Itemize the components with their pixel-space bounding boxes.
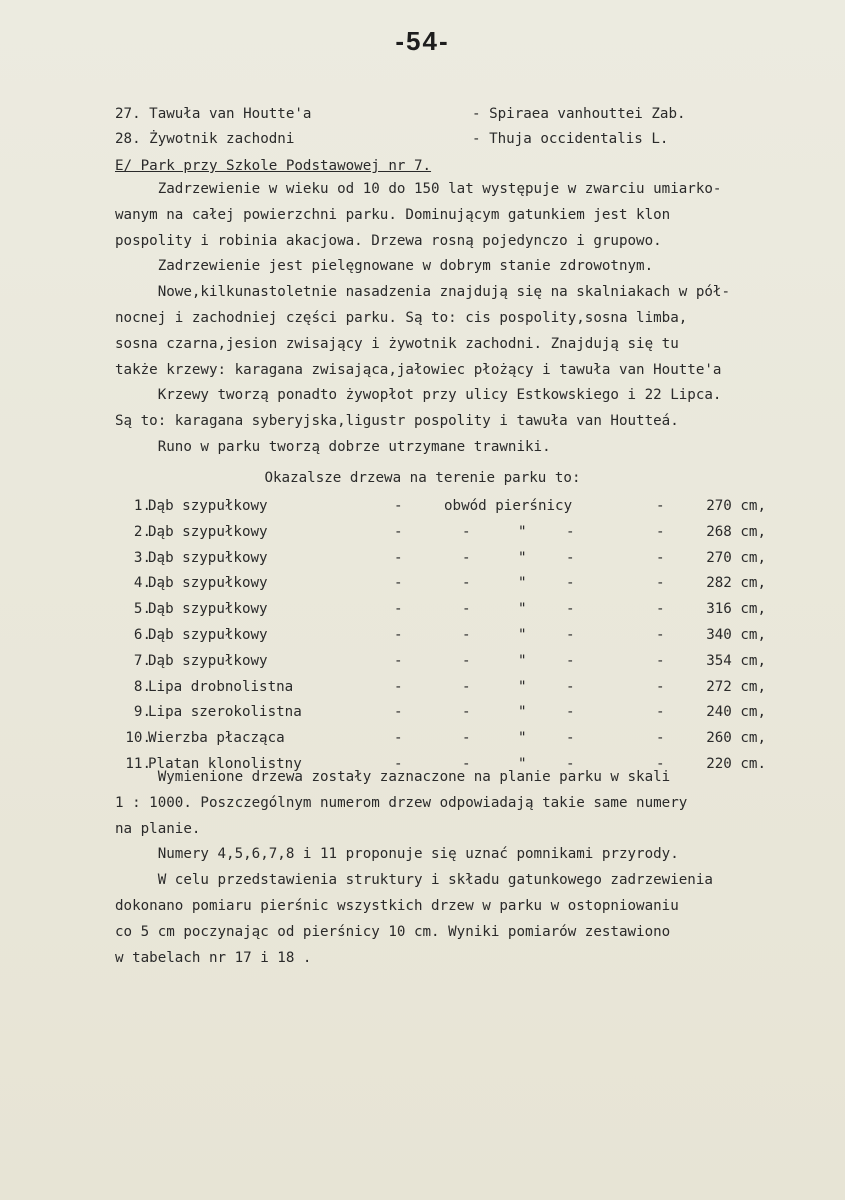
paragraph-conclusion bbox=[115, 765, 815, 971]
tree-number: 5. bbox=[133, 601, 151, 618]
tree-species: Dąb szypułkowy bbox=[148, 627, 268, 643]
dash: - bbox=[394, 756, 403, 772]
tree-number: 9. bbox=[133, 704, 151, 721]
dash: - bbox=[462, 704, 471, 721]
dash: - bbox=[394, 652, 403, 669]
ditto-mark: " bbox=[518, 652, 527, 669]
tree-species: Dąb szypułkowy bbox=[148, 523, 268, 540]
tree-row bbox=[0, 498, 845, 523]
species-28-latin: - Thuja occidentalis L. bbox=[472, 131, 669, 147]
dash: - bbox=[394, 704, 403, 721]
tree-number: 6. bbox=[133, 627, 151, 643]
paragraph-line: na planie. bbox=[115, 820, 201, 837]
ditto-mark: " bbox=[518, 575, 527, 592]
dash: - bbox=[656, 678, 665, 695]
tree-circumference: 282 cm, bbox=[706, 575, 766, 592]
ditto-mark: " bbox=[518, 627, 527, 643]
dash: - bbox=[656, 704, 665, 721]
paragraph-line: co 5 cm poczynając od pierśnicy 10 cm. Wyniki pomiarów zestawiono bbox=[115, 923, 671, 940]
dash: - bbox=[656, 523, 665, 540]
dash: - bbox=[566, 678, 575, 695]
tree-species: Dąb szypułkowy bbox=[148, 575, 268, 592]
tree-row bbox=[0, 730, 845, 755]
dash: - bbox=[566, 523, 575, 540]
tree-number: 4. bbox=[133, 575, 151, 592]
paragraph-line: także krzewy: karagana zwisająca,jałowiec płożący i tawuła van Houtte'a bbox=[115, 361, 722, 378]
measure-label: obwód pierśnicy bbox=[444, 498, 573, 514]
ditto-mark: " bbox=[518, 704, 527, 721]
tree-species: Dąb szypułkowy bbox=[148, 601, 268, 618]
dash: - bbox=[462, 601, 471, 618]
tree-species: Lipa drobnolistna bbox=[148, 678, 294, 695]
tree-circumference: 270 cm, bbox=[706, 549, 766, 566]
ditto-mark: " bbox=[518, 756, 527, 772]
paragraph-line: Krzewy tworzą ponadto żywopłot przy ulicy Estkowskiego i 22 Lipca. bbox=[115, 387, 722, 404]
tree-row bbox=[0, 653, 845, 678]
tree-circumference: 316 cm, bbox=[706, 601, 766, 618]
tree-species: Lipa szerokolistna bbox=[148, 704, 302, 721]
paragraph-line: Numery 4,5,6,7,8 i 11 proponuje się uznać pomnikami przyrody. bbox=[115, 846, 679, 863]
tree-number: 11. bbox=[125, 756, 151, 772]
paragraph-line: Nowe,kilkunastoletnie nasadzenia znajdują się na skalniakach w pół- bbox=[115, 284, 730, 301]
paragraph-line: Runo w parku tworzą dobrze utrzymane trawniki. bbox=[115, 438, 551, 455]
tree-number: 1. bbox=[133, 498, 151, 514]
dash: - bbox=[656, 756, 665, 772]
dash: - bbox=[566, 575, 575, 592]
tree-row bbox=[0, 524, 845, 549]
dash: - bbox=[566, 627, 575, 643]
paragraph-line: dokonano pomiaru pierśnic wszystkich drzew w parku w ostopniowaniu bbox=[115, 897, 679, 914]
paragraph-line: pospolity i robinia akacjowa. Drzewa rosną pojedynczo i grupowo. bbox=[115, 232, 662, 249]
paragraph-line: 1 : 1000. Poszczególnym numerom drzew odpowiadają takie same numery bbox=[115, 794, 688, 811]
tree-species: Wierzba płacząca bbox=[148, 730, 285, 747]
tree-row bbox=[0, 601, 845, 626]
paragraph-line: W celu przedstawienia struktury i składu gatunkowego zadrzewienia bbox=[115, 872, 713, 889]
dash: - bbox=[566, 601, 575, 618]
dash: - bbox=[656, 601, 665, 618]
tree-circumference: 220 cm. bbox=[706, 756, 766, 772]
dash: - bbox=[462, 523, 471, 540]
species-27-latin: - Spiraea vanhouttei Zab. bbox=[472, 106, 686, 122]
tree-number: 3. bbox=[133, 549, 151, 566]
tree-circumference: 340 cm, bbox=[706, 627, 766, 643]
dash: - bbox=[394, 678, 403, 695]
section-heading: E/ Park przy Szkole Podstawowej nr 7. bbox=[115, 158, 432, 174]
tree-circumference: 272 cm, bbox=[706, 678, 766, 695]
dash: - bbox=[656, 498, 665, 514]
dash: - bbox=[566, 549, 575, 566]
paragraph-description bbox=[115, 177, 815, 461]
paragraph-line: w tabelach nr 17 i 18 . bbox=[115, 949, 312, 966]
species-27-polish: 27. Tawuła van Houtte'a bbox=[115, 106, 312, 122]
dash: - bbox=[656, 575, 665, 592]
tree-circumference: 268 cm, bbox=[706, 523, 766, 540]
ditto-mark: " bbox=[518, 678, 527, 695]
tree-species: Dąb szypułkowy bbox=[148, 498, 268, 514]
dash: - bbox=[394, 575, 403, 592]
paragraph-line: wanym na całej powierzchni parku. Dominującym gatunkiem jest klon bbox=[115, 206, 671, 223]
dash: - bbox=[656, 549, 665, 566]
tree-species: Platan klonolistny bbox=[148, 756, 302, 772]
dash: - bbox=[566, 704, 575, 721]
dash: - bbox=[656, 627, 665, 643]
tree-circumference: 270 cm, bbox=[706, 498, 766, 514]
ditto-mark: " bbox=[518, 549, 527, 566]
dash: - bbox=[656, 730, 665, 747]
paragraph-line: Są to: karagana syberyjska,ligustr pospolity i tawuła van Houtteá. bbox=[115, 413, 679, 430]
ditto-mark: " bbox=[518, 523, 527, 540]
species-28-polish: 28. Żywotnik zachodni bbox=[115, 131, 295, 147]
trees-caption: Okazalsze drzewa na terenie parku to: bbox=[264, 470, 581, 486]
tree-row bbox=[0, 550, 845, 575]
ditto-mark: " bbox=[518, 601, 527, 618]
tree-number: 10. bbox=[125, 730, 151, 747]
paragraph-line: nocnej i zachodniej części parku. Są to: cis pospolity,sosna limba, bbox=[115, 309, 688, 326]
dash: - bbox=[566, 652, 575, 669]
dash: - bbox=[656, 652, 665, 669]
dash: - bbox=[394, 523, 403, 540]
tree-circumference: 354 cm, bbox=[706, 652, 766, 669]
dash: - bbox=[566, 730, 575, 747]
page-number: -54- bbox=[395, 26, 450, 56]
dash: - bbox=[394, 730, 403, 747]
paragraph-line: Zadrzewienie w wieku od 10 do 150 lat występuje w zwarciu umiarko- bbox=[115, 181, 722, 197]
dash: - bbox=[462, 678, 471, 695]
tree-row bbox=[0, 679, 845, 704]
paragraph-line: sosna czarna,jesion zwisający i żywotnik zachodni. Znajdują się tu bbox=[115, 335, 679, 352]
tree-row bbox=[0, 627, 845, 652]
tree-species: Dąb szypułkowy bbox=[148, 652, 268, 669]
dash: - bbox=[462, 652, 471, 669]
paragraph-line: Wymienione drzewa zostały zaznaczone na planie parku w skali bbox=[115, 769, 671, 785]
tree-number: 7. bbox=[133, 652, 151, 669]
tree-row bbox=[0, 575, 845, 600]
dash: - bbox=[394, 601, 403, 618]
dash: - bbox=[394, 549, 403, 566]
dash: - bbox=[394, 498, 403, 514]
tree-row bbox=[0, 704, 845, 729]
tree-species: Dąb szypułkowy bbox=[148, 549, 268, 566]
paragraph-line: Zadrzewienie jest pielęgnowane w dobrym stanie zdrowotnym. bbox=[115, 258, 654, 275]
dash: - bbox=[462, 627, 471, 643]
dash: - bbox=[462, 549, 471, 566]
dash: - bbox=[566, 756, 575, 772]
tree-circumference: 260 cm, bbox=[706, 730, 766, 747]
ditto-mark: " bbox=[518, 730, 527, 747]
dash: - bbox=[394, 627, 403, 643]
dash: - bbox=[462, 575, 471, 592]
dash: - bbox=[462, 756, 471, 772]
tree-number: 8. bbox=[133, 678, 151, 695]
tree-number: 2. bbox=[133, 523, 151, 540]
dash: - bbox=[462, 730, 471, 747]
tree-circumference: 240 cm, bbox=[706, 704, 766, 721]
